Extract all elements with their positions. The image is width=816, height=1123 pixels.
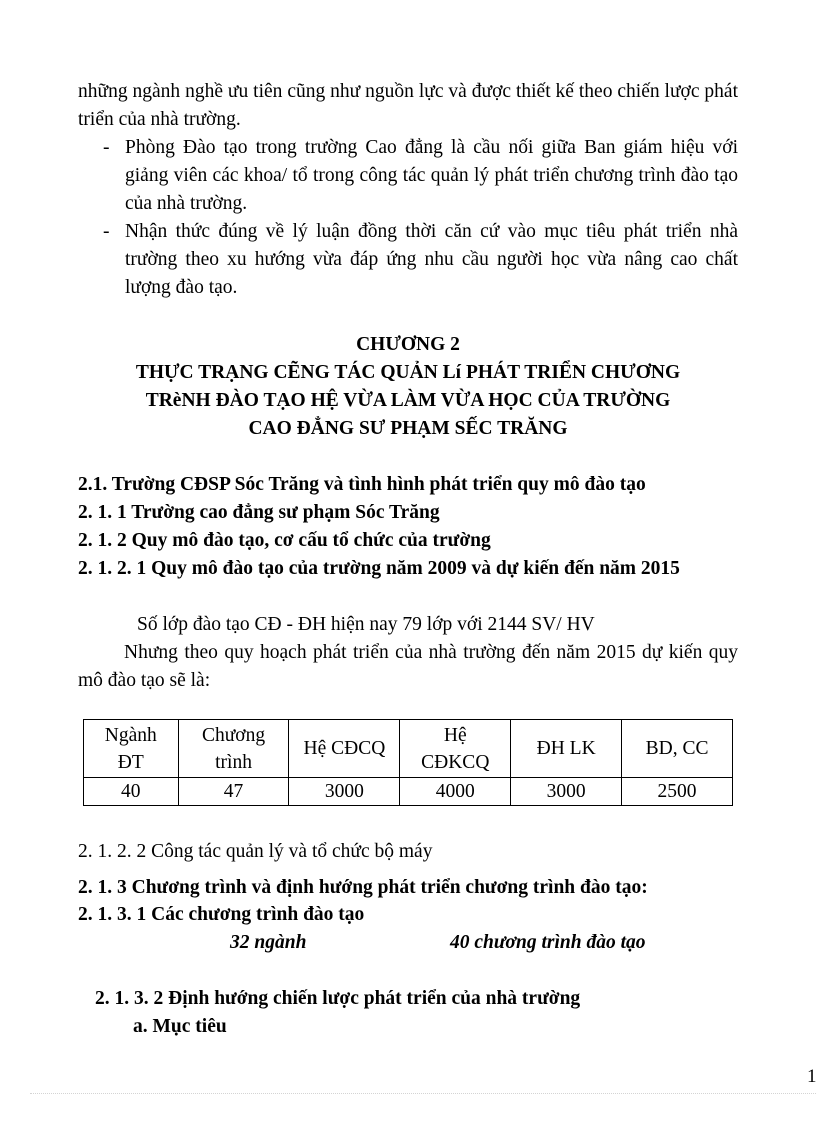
table-header-row [84, 720, 733, 778]
intro-paragraph: những ngành nghề ưu tiên cũng như nguồn lực và được thiết kế theo chiến lược phát triển của nhà trường. [78, 81, 738, 130]
header-text: ĐH LK [536, 738, 596, 759]
section-heading: 2. 1. 2. 1 Quy mô đào tạo của trường năm 2009 và dự kiến đến năm 2015 [78, 558, 680, 579]
header-text: Hệ CĐCQ [303, 738, 386, 759]
section-subheading: 2. 1. 2. 2 Công tác quản lý và tổ chức bộ máy [78, 841, 433, 862]
class-count-line: Số lớp đào tạo CĐ - ĐH hiện nay 79 lớp với 2144 SV/ HV [137, 614, 595, 635]
bullet-item [103, 218, 738, 302]
table-cell: 3000 [289, 778, 400, 806]
table-header-cell [289, 720, 400, 778]
section-heading: 2. 1. 2 Quy mô đào tạo, cơ cấu tổ chức của trường [78, 530, 491, 551]
page-divider [30, 1093, 816, 1094]
section-heading: 2. 1. 1 Trường cao đẳng sư phạm Sóc Trăng [78, 502, 440, 523]
section-heading: 2. 1. 3. 2 Định hướng chiến lược phát triển của nhà trường [95, 988, 581, 1009]
table-cell: 40 [84, 778, 179, 806]
bullet-marker: - [103, 137, 110, 158]
programs-count-right: 40 chương trình đào tạo [450, 932, 646, 953]
programs-count-left: 32 ngành [230, 932, 307, 953]
table-cell: 2500 [622, 778, 733, 806]
bullet-text: Phòng Đào tạo trong trường Cao đẳng là cầu nối giữa Ban giám hiệu với giảng viên các khoa/ tổ trong công tác quản lý phát triển chương trình đào tạo của nhà trường. [125, 137, 738, 214]
table-header-cell [400, 720, 511, 778]
header-text: Hệ [443, 724, 467, 746]
bullet-marker: - [103, 221, 110, 242]
table-cell: 47 [178, 778, 289, 806]
section-heading: 2. 1. 3 Chương trình và định hướng phát triển chương trình đào tạo: [78, 877, 648, 898]
chapter-title-line: THỰC TRẠNG CẼNG TÁC QUẢN Lí PHÁT TRIỂN CHƯƠNG [135, 362, 681, 383]
plan-paragraph: Nhưng theo quy hoạch phát triển của nhà trường đến năm 2015 dự kiến quy mô đào tạo sẽ là: [78, 642, 738, 691]
header-text: Ngành [104, 724, 157, 746]
chapter-title-line: TRèNH ĐÀO TẠO HỆ VỪA LÀM VỪA HỌC CỦA TRƯỜNG [145, 390, 671, 411]
chapter-title-line: CAO ĐẲNG SƯ PHẠM SẾC TRĂNG [248, 418, 568, 439]
page-number: 1 [807, 1066, 816, 1087]
subsection-heading: a. Mục tiêu [133, 1016, 227, 1037]
table-row [84, 778, 733, 806]
table-header-cell [178, 720, 289, 778]
header-text: CĐKCQ [421, 751, 490, 773]
header-text: Chương [201, 724, 266, 746]
table-cell: 3000 [511, 778, 622, 806]
bullet-text: Nhận thức đúng về lý luận đồng thời căn cứ vào mục tiêu phát triển nhà trường theo xu hướng vừa đáp ứng nhu cầu người học vừa nâng cao chất lượng đào tạo. [125, 221, 738, 298]
table-header-cell [622, 720, 733, 778]
table-header-cell [84, 720, 179, 778]
header-text: BD, CC [645, 738, 709, 759]
table-header-cell [511, 720, 622, 778]
section-heading: 2.1. Trường CĐSP Sóc Trăng và tình hình phát triển quy mô đào tạo [78, 474, 646, 495]
bullet-item [103, 134, 738, 218]
chapter-number: CHƯƠNG 2 [356, 334, 460, 355]
section-heading: 2. 1. 3. 1 Các chương trình đào tạo [78, 904, 365, 925]
header-text: trình [215, 751, 252, 773]
table-cell: 4000 [400, 778, 511, 806]
training-scale-table [83, 719, 733, 806]
header-text: ĐT [117, 751, 144, 773]
